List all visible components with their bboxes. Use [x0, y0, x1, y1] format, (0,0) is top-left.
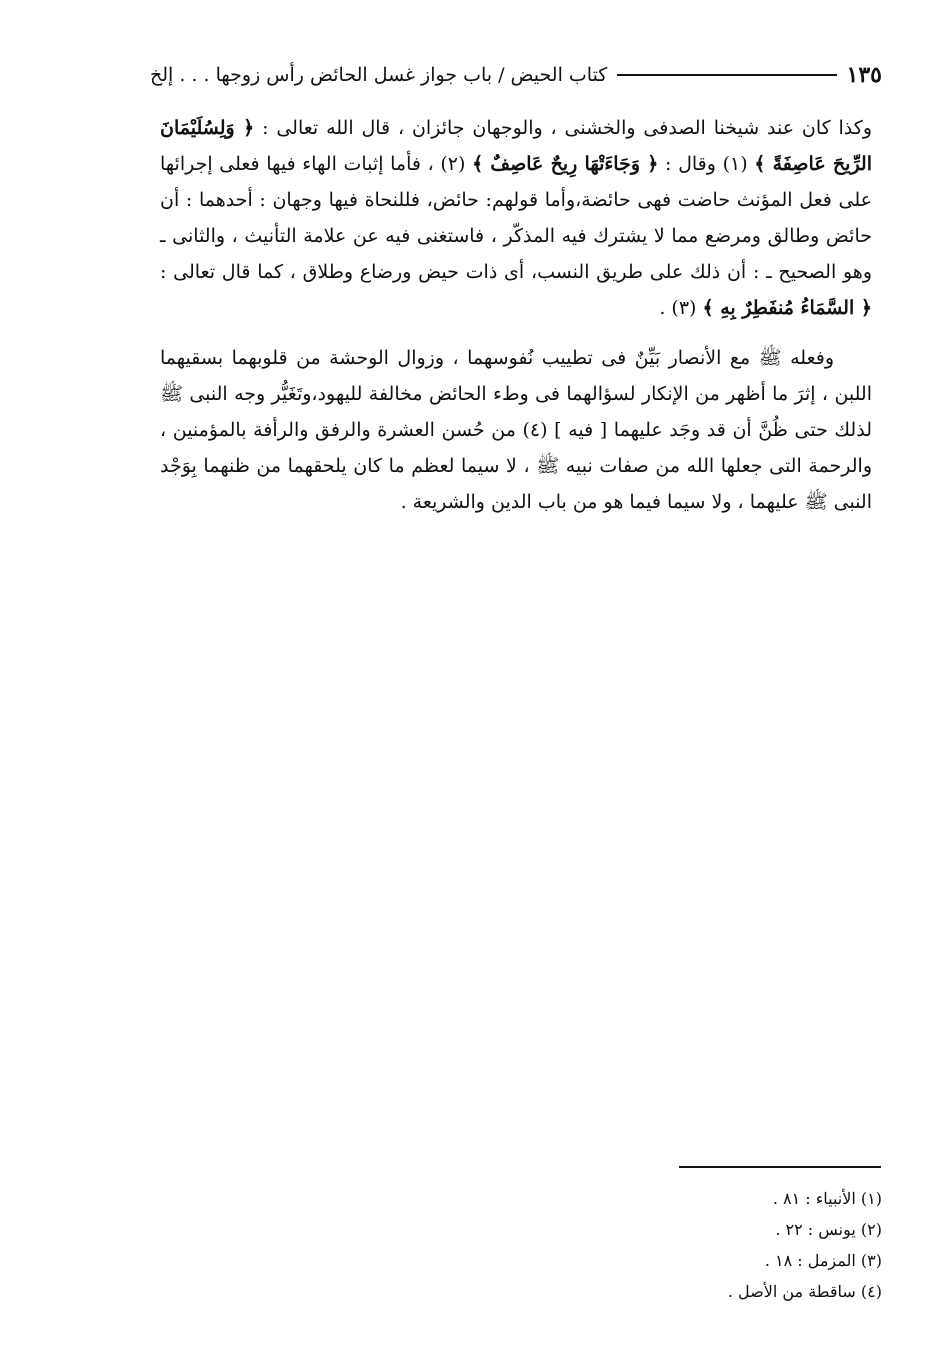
quran-verse: ﴿ وَجَاءَتْهَا رِيحٌ عَاصِفٌ ﴾ [472, 153, 659, 175]
footnote-separator [679, 1166, 881, 1168]
footnote-item: (٢) يونس : ٢٢ . [775, 1220, 882, 1239]
text-segment: (١) وقال : [658, 153, 755, 175]
footnote-item: (٤) ساقطة من الأصل . [727, 1282, 882, 1301]
running-header [150, 58, 882, 92]
body-paragraph [160, 340, 872, 520]
footnotes [462, 1183, 882, 1307]
text-segment: وكذا كان عند شيخنا الصدفى والخشنى ، والوجهان جائزان ، قال الله تعالى : [254, 117, 872, 139]
header-rule [617, 74, 836, 76]
text-segment: وفعله ﷺ مع الأنصار بَيِّنٌ فى تطييب نُفوسهما ، وزوال الوحشة من قلوبهما بسقيهما اللبن ، إثرَ ما أظهر من الإنكار لسؤالهما فى وطء الحائض مخالفة لليهود،وتَغَيُّر وجه النبى ﷺ لذلك حتى ظُنَّ أن قد وجَد عليهما [ فيه ] (٤) من حُسن العشرة والرفق والرأفة بالمؤمنين ، والرحمة التى جعلها الله من صفات نبيه ﷺ ، لا سيما لعظم ما كان يلحقهما من ظنهما بِوَجْد النبى ﷺ عليهما ، ولا سيما فيما هو من باب الدين والشريعة . [160, 347, 872, 513]
main-text [160, 110, 872, 520]
text-segment: (٢) ، فأما إثبات الهاء فيها فعلى إجرائها على فعل المؤنث حاضت فهى حائضة،وأما قولهم: حائض، فللنحاة فيها وجهان : أحدهما : أن حائض وطالق ومرضع مما لا يشترك فيه المذكّر ، فاستغنى فيه عن علامة التأنيث ، والثانى ـ وهو الصحيح ـ : أن ذلك على طريق النسب، أى ذات حيض ورضاع وطلاق ، كما قال تعالى : [160, 153, 872, 283]
header-title: كتاب الحيض / باب جواز غسل الحائض رأس زوجها . . . إلخ [150, 64, 608, 86]
text-segment: (٣) . [659, 297, 703, 319]
quran-verse: ﴿ السَّمَاءُ مُنفَطِرٌ بِهِ ﴾ [702, 297, 872, 319]
quran-verse: ﴿ وَلِسُلَيْمَانَ الرِّيحَ عَاصِفَةً ﴾ [160, 117, 873, 175]
page-number: ١٣٥ [846, 62, 882, 88]
footnote-item: (٣) المزمل : ١٨ . [764, 1251, 882, 1270]
footnote-item: (١) الأنبياء : ٨١ . [772, 1189, 882, 1208]
body-paragraph [160, 110, 872, 326]
